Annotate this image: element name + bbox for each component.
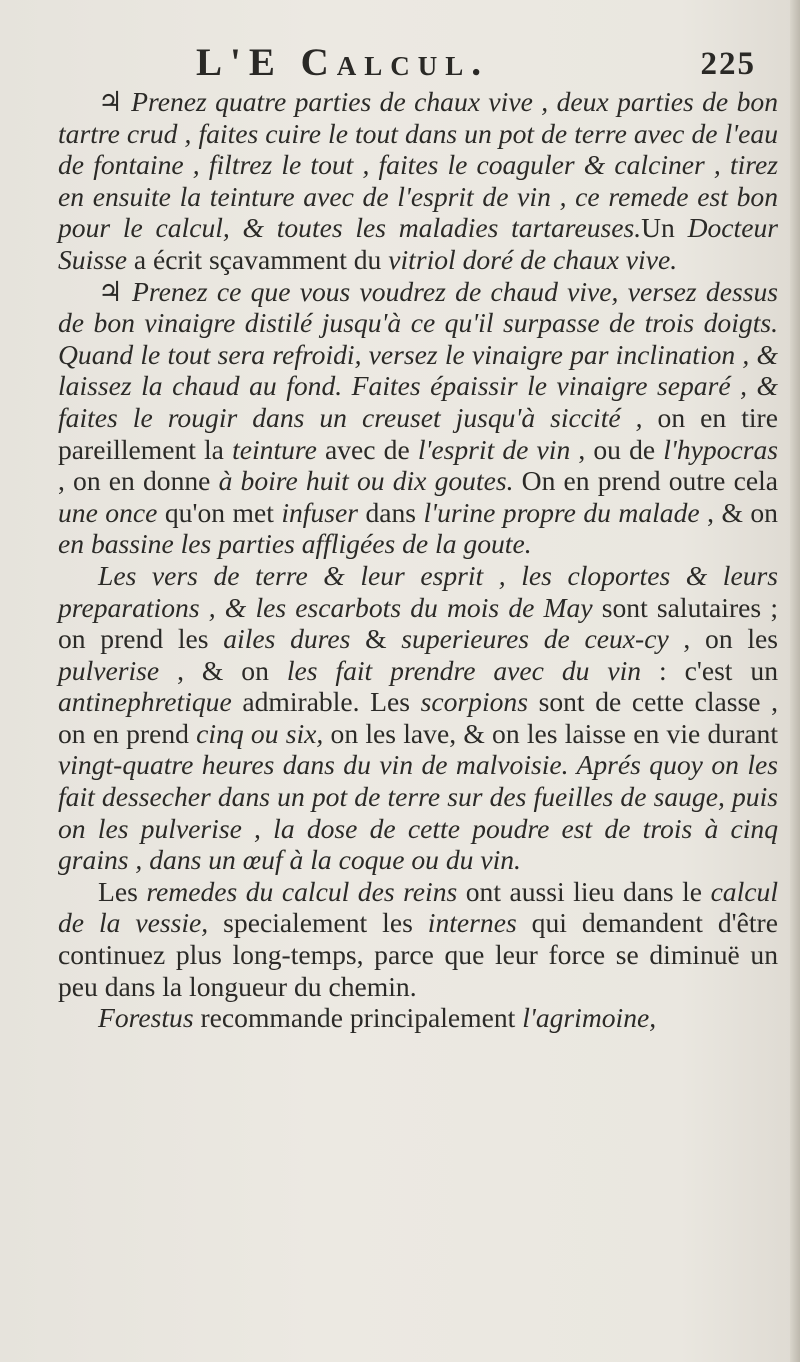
italic-text-segment: teinture — [232, 433, 317, 465]
text-segment: sont de cette classe , on en prend — [58, 686, 778, 749]
text-segment: , & on — [159, 654, 287, 686]
text-segment: , on les — [668, 623, 779, 655]
text-segment: , on en donne — [58, 465, 219, 497]
italic-text-segment: en bassine les parties affligées de la goute. — [58, 528, 532, 560]
text-segment: sont salutaires ; on prend les — [58, 591, 778, 655]
running-title: L'E Calcul. — [196, 41, 490, 84]
text-segment: avec de — [316, 433, 418, 465]
italic-text-segment: calcul de la vessie, — [58, 875, 778, 939]
italic-text-segment: l'hypocras — [663, 433, 778, 465]
paragraph-p2 — [58, 276, 778, 560]
italic-text-segment: remedes du calcul des reins — [146, 875, 458, 907]
paragraph-p4 — [58, 876, 778, 1002]
text-segment: Un — [641, 212, 688, 244]
text-segment: a écrit sçavamment du — [126, 243, 389, 275]
italic-text-segment: Forestus — [98, 1002, 194, 1034]
italic-text-segment: une once — [58, 496, 158, 528]
text-segment: admirable. Les — [231, 686, 421, 718]
text-segment: : c'est un — [641, 654, 778, 686]
italic-text-segment: ailes dures — [223, 623, 351, 655]
text-segment: & — [350, 623, 402, 655]
italic-text-segment: vingt-quatre heures dans du vin de malvoisie. Aprés quoy on les fait dessecher dans un pot de terre sur des fueilles de sauge, puis on les pulverise , la dose de cette poudre est de trois à cinq grains , dans un œuf à la coque ou du vin. — [58, 749, 778, 876]
page-header — [196, 40, 766, 90]
text-segment: dans — [358, 496, 424, 528]
italic-text-segment: Les vers de terre & leur esprit , les cloportes & leurs preparations , & les escarbots du mois de May — [58, 559, 778, 623]
paragraph-p3 — [58, 560, 778, 876]
text-segment: , ou de — [570, 433, 664, 465]
italic-text-segment: les fait prendre avec du vin — [286, 654, 642, 686]
italic-text-segment: ♃ Prenez quatre parties de chaux vive , deux parties de bon tartre crud , faites cuire le tout dans un pot de terre avec de l'eau de fontaine , filtrez le tout , faites le coaguler & calciner , tirez en ensuite la teinture avec de l'esprit de vin , ce remede est bon pour le calcul, & toutes les maladies tartareuses. — [58, 86, 778, 244]
italic-text-segment: cinq ou six, — [196, 717, 324, 749]
text-segment: ont aussi lieu dans le — [457, 875, 711, 907]
page-number: 225 — [700, 46, 756, 82]
text-segment: Les — [98, 875, 147, 907]
page-spine-shadow — [790, 0, 800, 1362]
paragraph-p1 — [58, 86, 778, 276]
text-segment: on les lave, & on les laisse en vie durant — [323, 717, 778, 749]
text-segment: recommande principalement — [193, 1002, 523, 1034]
italic-text-segment: superieures de ceux-cy — [401, 623, 669, 655]
italic-text-segment: l'urine propre du malade — [423, 496, 700, 528]
text-segment: On en prend outre cela — [513, 465, 778, 497]
italic-text-segment: ♃ Prenez ce que vous voudrez de chaud vive, versez dessus de bon vinaigre distilé jusqu'à ce qu'il surpasse de trois doigts. Quand le tout sera refroidi, versez le vinaigre par inclination , & laissez la chaud au fond. Faites épaissir le vinaigre separé , & faites le rougir dans un creuset jusqu'à siccité , — [58, 275, 778, 433]
italic-text-segment: pulverise — [58, 654, 160, 686]
text-segment: on en tire pareillement la — [58, 401, 778, 465]
italic-text-segment: Docteur Suisse — [58, 212, 778, 275]
text-segment: specialement les — [208, 907, 428, 939]
text-segment: qui demandent d'être continuez plus long-temps, parce que leur force se diminuë un peu dans la longueur du chemin. — [58, 907, 778, 1002]
body-text — [58, 86, 778, 1034]
italic-text-segment: vitriol doré de chaux vive. — [388, 243, 678, 275]
paragraph-p5 — [58, 1002, 778, 1034]
italic-text-segment: l'esprit de vin — [417, 433, 571, 465]
italic-text-segment: antinephretique — [58, 686, 232, 718]
italic-text-segment: infuser — [281, 496, 358, 528]
text-segment: , & on — [699, 496, 778, 528]
italic-text-segment: à boire huit ou dix goutes. — [218, 465, 514, 497]
italic-text-segment: internes — [427, 907, 517, 939]
italic-text-segment: scorpions — [420, 686, 528, 718]
italic-text-segment: l'agrimoine, — [522, 1002, 657, 1034]
text-segment: qu'on met — [157, 496, 282, 528]
